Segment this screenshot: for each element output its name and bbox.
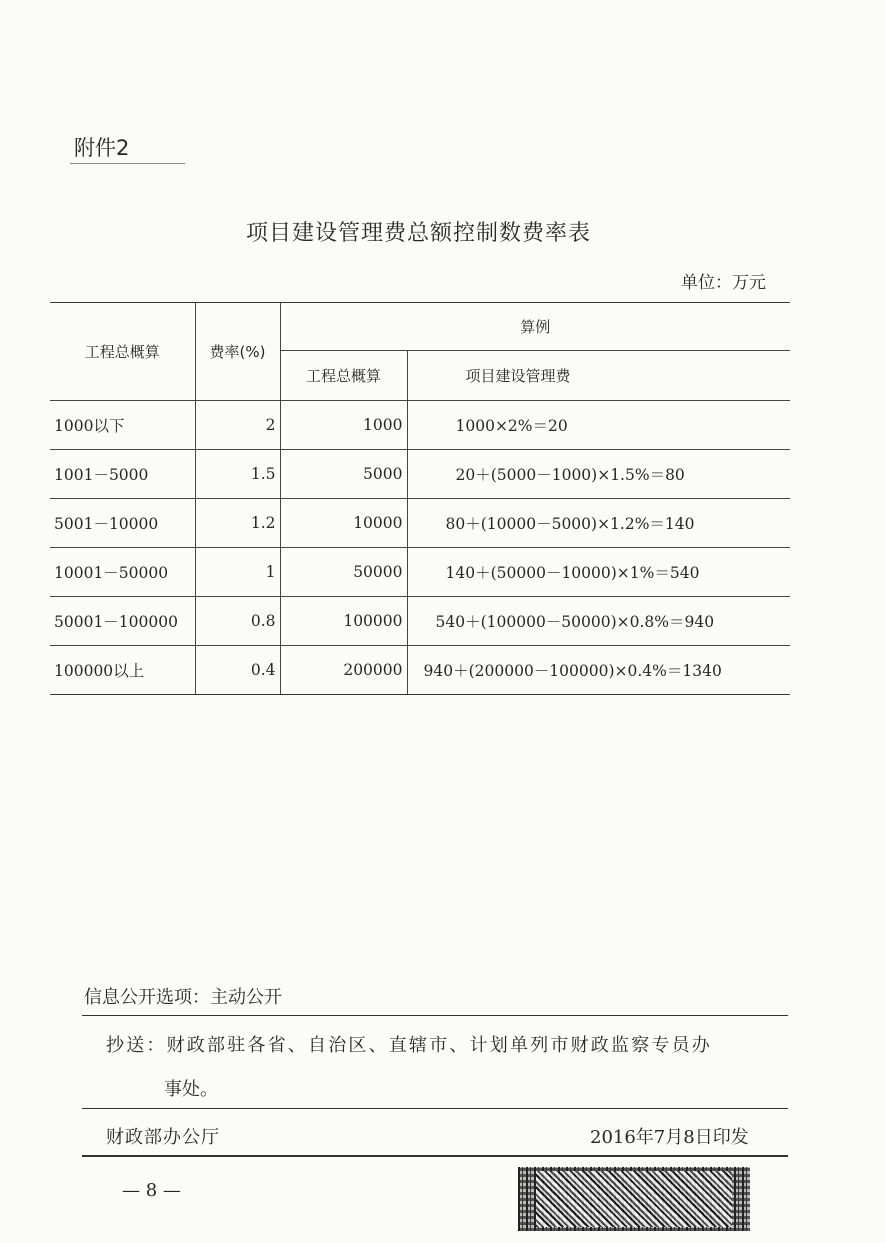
table-row	[50, 499, 790, 548]
cell-range: 100000以上	[50, 646, 195, 695]
cell-example-calc: 1000×2%＝20	[407, 401, 790, 450]
table-row	[50, 597, 790, 646]
cell-range: 50001－100000	[50, 597, 195, 646]
cell-range: 1001－5000	[50, 450, 195, 499]
header-rate: 费率(%)	[195, 303, 280, 401]
footer-divider-top	[82, 1015, 788, 1016]
page-number: — 8 —	[122, 1180, 181, 1201]
footer-divider-bottom	[82, 1155, 788, 1157]
table-row	[50, 450, 790, 499]
table-row	[50, 548, 790, 597]
cell-rate: 1	[195, 548, 280, 597]
cell-example-calc: 20＋(5000－1000)×1.5%＝80	[407, 450, 790, 499]
document-title-text: 项目建设管理费总额控制数费率表	[245, 221, 591, 246]
fee-rate-table	[50, 302, 790, 695]
header-total-budget: 工程总概算	[50, 303, 195, 401]
barcode-image	[518, 1167, 750, 1231]
attachment-underline	[70, 163, 185, 164]
cell-rate: 2	[195, 401, 280, 450]
cell-example-calc: 540＋(100000－50000)×0.8%＝940	[407, 597, 790, 646]
cell-range: 5001－10000	[50, 499, 195, 548]
cell-example-calc: 80＋(10000－5000)×1.2%＝140	[407, 499, 790, 548]
issuer: 财政部办公厅	[106, 1127, 220, 1148]
table-row	[50, 401, 790, 450]
cell-example-budget: 100000	[280, 597, 407, 646]
document-title	[0, 216, 885, 247]
unit-label: 单位：万元	[681, 273, 766, 293]
cell-rate: 1.5	[195, 450, 280, 499]
cell-rate: 0.8	[195, 597, 280, 646]
cc-line-1: 抄送：财政部驻各省、自治区、直辖市、计划单列市财政监察专员办	[106, 1035, 712, 1056]
cell-example-budget: 5000	[280, 450, 407, 499]
header-example: 算例	[280, 303, 790, 351]
barcode-pattern	[536, 1171, 732, 1227]
cell-rate: 0.4	[195, 646, 280, 695]
disclosure-option: 信息公开选项：主动公开	[84, 987, 282, 1008]
cc-line-2: 事处。	[164, 1079, 218, 1100]
attachment-label: 附件2	[74, 136, 130, 160]
subheader-total-budget: 工程总概算	[280, 351, 407, 401]
footer-divider-middle	[82, 1108, 788, 1109]
cell-example-calc: 940＋(200000－100000)×0.4%＝1340	[407, 646, 790, 695]
cell-range: 1000以下	[50, 401, 195, 450]
cell-example-budget: 50000	[280, 548, 407, 597]
cell-rate: 1.2	[195, 499, 280, 548]
cell-example-budget: 1000	[280, 401, 407, 450]
cell-range: 10001－50000	[50, 548, 195, 597]
cell-example-calc: 140＋(50000－10000)×1%＝540	[407, 548, 790, 597]
cell-example-budget: 10000	[280, 499, 407, 548]
subheader-mgmt-fee: 项目建设管理费	[465, 367, 571, 385]
table-row	[50, 646, 790, 695]
issue-date: 2016年7月8日印发	[590, 1127, 749, 1148]
cell-example-budget: 200000	[280, 646, 407, 695]
